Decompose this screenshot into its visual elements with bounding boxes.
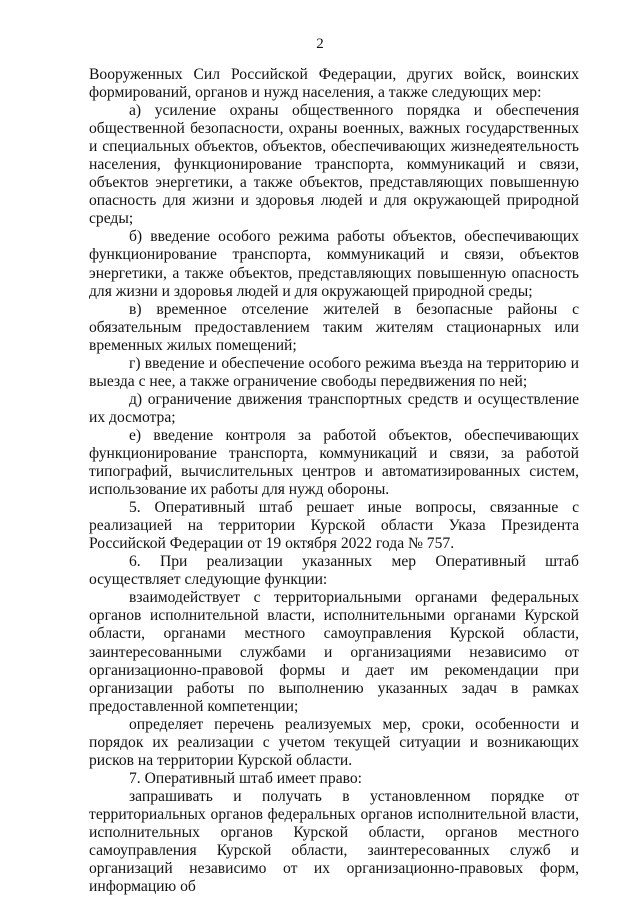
paragraph-measure-e: е) введение контроля за работой объектов, обеспечивающих функционирование транспорта, коммуникаций и связи, за работой типографий, вычислительных центров и автоматизированных систем, использование их работы для нужд обороны.: [89, 426, 579, 499]
paragraph-item-7: 7. Оперативный штаб имеет право:: [129, 769, 363, 787]
page-number: 2: [316, 36, 324, 52]
paragraph-function-interaction: взаимодействует с территориальными органами федеральных органов исполнительной власти, исполнительными органами Курской области, органами местного самоуправления Курской области, заинтересованными службами и организациями независимо от организационно-правовой формы и дает им рекомендации при организации работы по выполнению указанных задач в рамках предоставленной компетенции;: [89, 589, 579, 715]
paragraph-continuation: Вооруженных Сил Российской Федерации, других войск, воинских формирований, органов и нужд населения, а также следующих мер:: [89, 66, 579, 102]
paragraph-function-measures: определяет перечень реализуемых мер, сроки, особенности и порядок их реализации с учетом текущей ситуации и возникающих рисков на территории Курской области.: [89, 715, 579, 769]
paragraph-item-6: 6. При реализации указанных мер Оперативный штаб осуществляет следующие функции:: [89, 553, 579, 589]
paragraph-measure-b: б) введение особого режима работы объектов, обеспечивающих функционирование транспорта, коммуникаций и связи, объектов энергетики, а также объектов, представляющих повышенную опасность для жизни и здоровья людей и для окружающей природной среды;: [89, 228, 579, 300]
paragraph-item-5: 5. Оперативный штаб решает иные вопросы, связанные с реализацией на территории Курской области Указа Президента Российской Федерации от 19 октября 2022 года № 757.: [89, 499, 579, 553]
paragraph-measure-a: а) усиление охраны общественного порядка и обеспечения общественной безопасности, охраны военных, важных государственных и специальных объектов, объектов, обеспечивающих жизнедеятельность населения, функционирование транспорта, коммуникаций и связи, объектов энергетики, а также объектов, представляющих повышенную опасность для жизни и здоровья людей и для окружающей природной среды;: [89, 102, 579, 228]
paragraph-measure-d: д) ограничение движения транспортных средств и осуществление их досмотра;: [89, 390, 579, 426]
paragraph-measure-v: в) временное отселение жителей в безопасные районы с обязательным предоставлением таким жителям стационарных или временных жилых помещений;: [89, 300, 579, 354]
paragraph-right-request: запрашивать и получать в установленном порядке от территориальных органов федеральных органов исполнительной власти, исполнительных органов Курской области, органов местного самоуправления Курской области, заинтересованных служб и организаций независимо от их организационно-правовых форм, информацию об: [89, 787, 579, 896]
paragraph-measure-g: г) введение и обеспечение особого режима въезда на территорию и выезда с нее, а также ограничение свободы передвижения по ней;: [89, 354, 579, 390]
document-body: [89, 66, 579, 896]
